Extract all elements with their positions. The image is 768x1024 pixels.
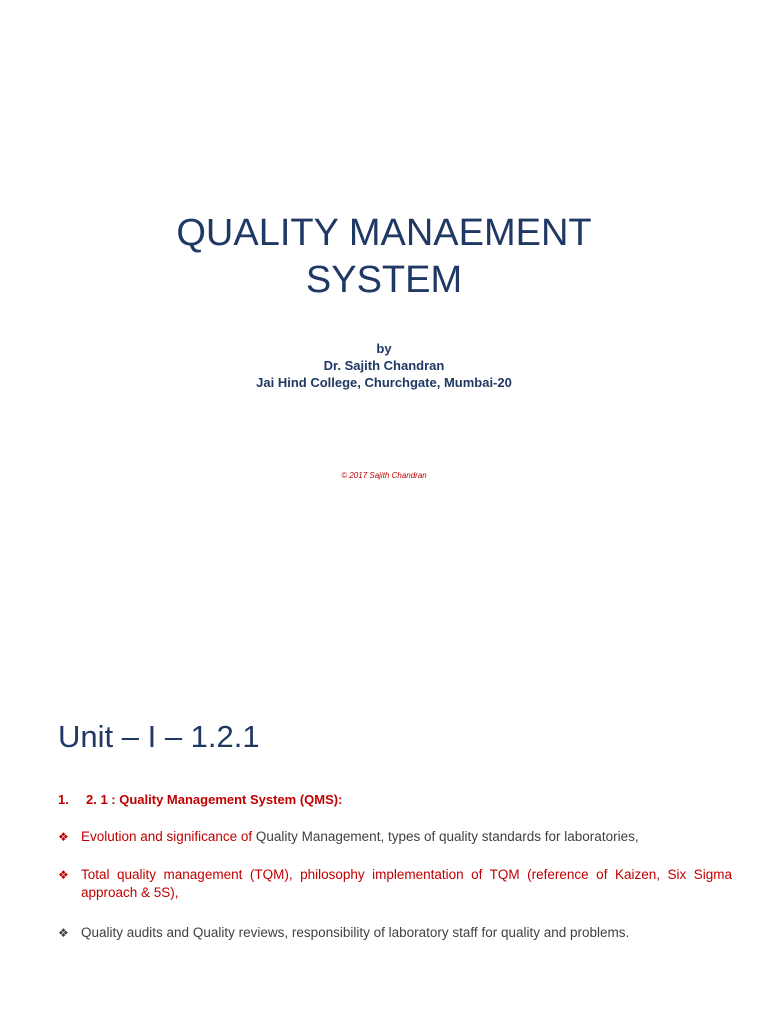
- title-line-2: SYSTEM: [305, 259, 463, 301]
- byline: [0, 340, 768, 391]
- slide-title: [0, 210, 768, 304]
- numbered-item: [58, 792, 342, 807]
- bullet-text: [81, 866, 732, 902]
- bullet-highlight: Total quality management (TQM), philosophy implementation of TQM (reference of Kaizen, Six Sigma approach & 5S),: [81, 867, 732, 900]
- author-name: Dr. Sajith Chandran: [323, 358, 445, 373]
- item-text: 2. 1 : Quality Management System (QMS):: [86, 792, 343, 807]
- copyright-notice: © 2017 Sajith Chandran: [341, 471, 427, 480]
- bullet-text: [81, 924, 732, 942]
- diamond-bullet-icon: ❖: [58, 926, 69, 940]
- bullet-highlight: Evolution and significance of: [81, 829, 256, 844]
- bullet-rest: Quality Management, types of quality standards for laboratories,: [255, 829, 639, 844]
- bullet-rest: Quality audits and Quality reviews, responsibility of laboratory staff for quality and problems.: [81, 925, 630, 940]
- bullet-item: [58, 924, 732, 942]
- by-label: by: [376, 341, 392, 356]
- bullet-item: [58, 866, 732, 902]
- bullet-item: [58, 828, 732, 846]
- content-slide: [0, 512, 768, 1024]
- diamond-bullet-icon: ❖: [58, 830, 69, 844]
- unit-heading: Unit – I – 1.2.1: [58, 719, 260, 754]
- bullet-text: [81, 828, 732, 846]
- diamond-bullet-icon: ❖: [58, 868, 69, 882]
- item-number: 1.: [58, 792, 69, 807]
- title-line-1: QUALITY MANAEMENT: [176, 212, 592, 254]
- author-affiliation: Jai Hind College, Churchgate, Mumbai-20: [256, 375, 512, 390]
